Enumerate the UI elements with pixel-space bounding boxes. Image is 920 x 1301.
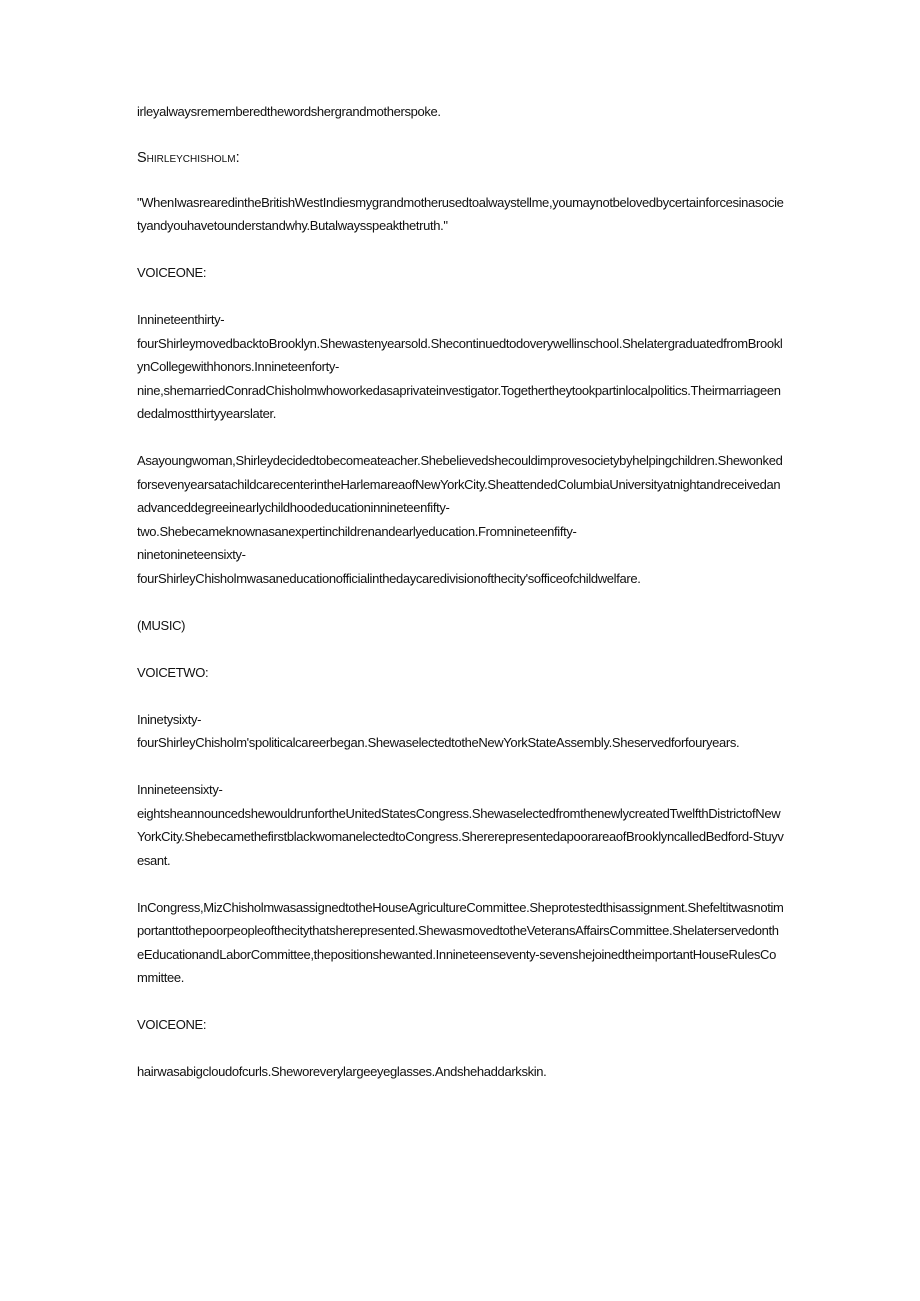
paragraph-teacher-career: Asayoungwoman,Shirleydecidedtobecomeateacher.Shebelievedshecouldimprovesocietybyhelpingchildren.ShewonkedforsevenyearsatachildcarecenterintheHarlemareaofNewYorkCity.SheattendedColumbiaUniversityatnightandreceivedanadvanceddegreeinearlychildhoodeducationinnineteenfifty- two.Shebecameknownasanexpertinchildrenandearlyeducation.Fromnineteenfifty- ninetonineteensixty- fourShirleyChisholmwasaneducationofficialinthedaycaredivisionofthecity'sofficeofchildwelfare.: [137, 453, 783, 586]
paragraph-brooklyn-early-life: Innineteenthirty- fourShirleymovedbacktoBrooklyn.Shewastenyearsold.Shecontinuedtodoverywellinschool.ShelatergraduatedfromBrooklynCollegewithhonors.Innineteenforty- nine,shemarriedConradChisholmwhoworkedasaprivateinvestigator.Togethertheytookpartinlocalpolitics.Theirmarriageendedalmostthirtyyearslater.: [137, 312, 783, 421]
paragraph-chisholm-quote: "WhenIwasrearedintheBritishWestIndiesmygrandmotherusedtoalwaystellme,youmaynotbelovedbycertainforcesinasocietyandyouhavetounderstandwhy.Butalwaysspeakthetruth.": [137, 194, 784, 233]
speaker-label-voice-two: VOICETWO:: [137, 664, 209, 680]
speaker-label-voice-one-2: VOICEONE:: [137, 1017, 207, 1032]
document-page: [137, 100, 785, 1107]
paragraph-music-cue: (MUSIC): [137, 617, 186, 633]
speaker-label-voice-one: VOICEONE:: [137, 265, 207, 280]
speaker-label-shirley-chisholm: Shirleychisholm:: [137, 150, 240, 166]
paragraph-appearance: hairwasabigcloudofcurls.Sheworeverylargeeyeglasses.Andshehaddarkskin.: [137, 1064, 547, 1079]
paragraph-congress-election: Innineteensixty- eightsheannouncedshewouldrunfortheUnitedStatesCongress.ShewaselectedfromthenewlycreatedTwelfthDistrictofNewYorkCity.ShebecamethefirstblackwomanelectedtoCongress.ShererepresentedapoorareaofBrooklyncalledBedford-Stuyvesant.: [137, 782, 784, 868]
paragraph-grandmother-words: irleyalwaysrememberedthewordshergrandmotherspoke.: [137, 104, 441, 119]
paragraph-political-career: Ininetysixty- fourShirleyChisholm'spoliticalcareerbegan.ShewaselectedtotheNewYorkStateAssembly.Sheservedforfouryears.: [137, 711, 740, 750]
paragraph-committee-assignments: InCongress,MizChisholmwasassignedtotheHouseAgricultureCommittee.Sheprotestedthisassignment.Shefeltitwasnotimportanttothepoorpeopleofthecitythatsherepresented.ShewasmovedtotheVeteransAffairsCommittee.ShelaterservedontheEducationandLaborCommittee,thepositionshewanted.Innineteenseventy-sevenshejoinedtheimportantHouseRulesCommittee.: [137, 899, 784, 985]
